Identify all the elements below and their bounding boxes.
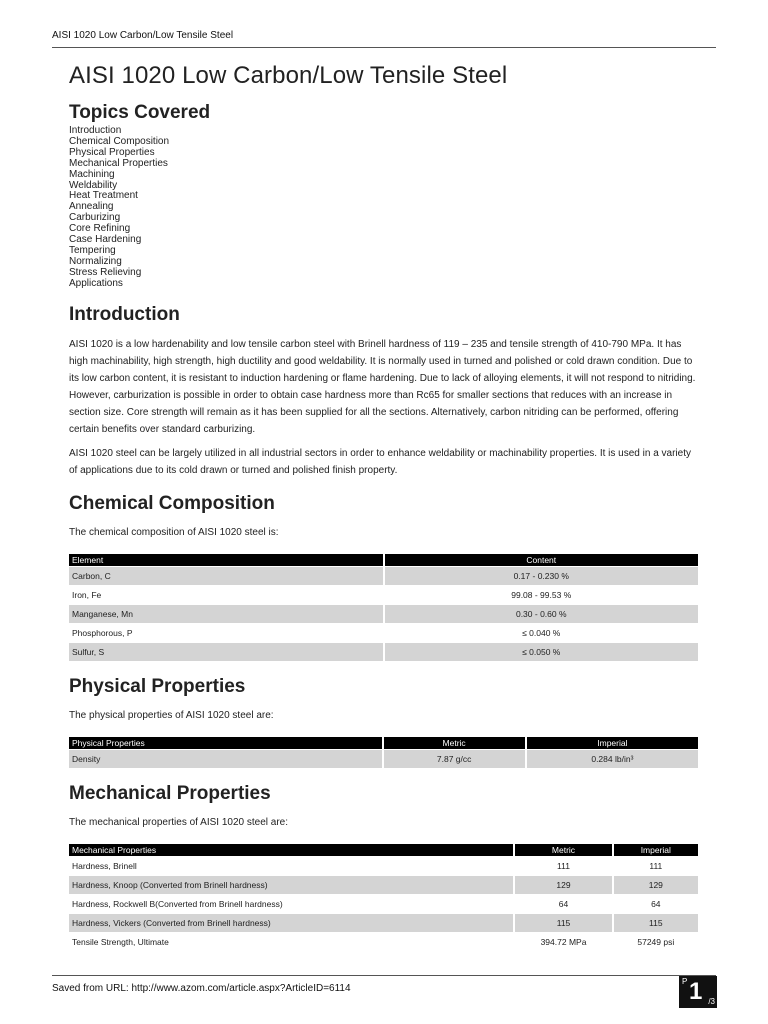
mechanical-properties-table: [67, 843, 700, 952]
topic-item[interactable]: Weldability: [69, 179, 118, 191]
table-cell: ≤ 0.050 %: [385, 643, 699, 661]
introduction-paragraph: AISI 1020 steel can be largely utilized in all industrial sectors in order to enhance weldability or machinability properties. It is used in a variety of applications due to its cold drawn or turned and polished finish property.: [69, 447, 691, 476]
topic-item[interactable]: Case Hardening: [69, 234, 142, 246]
introduction-heading: Introduction: [69, 303, 180, 325]
physical-properties-section: [69, 676, 698, 769]
topic-item[interactable]: Applications: [69, 277, 123, 289]
topics-heading: Topics Covered: [69, 102, 211, 123]
chemical-composition-lead: The chemical composition of AISI 1020 steel is:: [69, 526, 279, 538]
mechanical-properties-heading: Mechanical Properties: [69, 782, 271, 804]
topic-item[interactable]: Annealing: [69, 201, 114, 213]
topic-item[interactable]: Core Refining: [69, 223, 131, 235]
chemical-composition-heading: Chemical Composition: [69, 492, 275, 514]
physical-properties-table: [67, 736, 700, 769]
table-cell: Iron, Fe: [72, 589, 102, 600]
column-header: Imperial: [614, 844, 698, 856]
topic-item[interactable]: Introduction: [69, 125, 122, 136]
topic-item[interactable]: Machining: [69, 168, 115, 180]
table-cell: 115: [515, 914, 611, 932]
header-divider: [52, 47, 716, 48]
table-cell: Phosphorous, P: [72, 627, 133, 638]
column-header: Metric: [515, 844, 611, 856]
footer-divider: [52, 975, 716, 976]
introduction-paragraph: AISI 1020 is a low hardenability and low tensile carbon steel with Brinell hardness of 119 – 235 and tensile strength of 410-790 MPa. It has high machinability, high strength, high ductility and good weldability. It is normally used in turned and polished or cold drawn condition. Due to its low carbon content, it is resistant to induction hardening or flame hardening. Due to lack of alloying elements, it will not respond to nitriding. However, carburization is possible in order to obtain case hardness more than Rc65 for smaller sections that reduces with an increase in section size. Core strength will remain as it has been supplied for all the sections. Alternatively, carbon nitriding can be performed, offering certain benefits over standard carburizing.: [69, 338, 696, 435]
page-prefix: P: [682, 977, 688, 986]
table-row: [69, 895, 698, 913]
column-header: Content: [385, 554, 699, 566]
column-header: Mechanical Properties: [69, 844, 513, 856]
topic-item[interactable]: Chemical Composition: [69, 135, 170, 147]
table-cell: 111: [649, 860, 663, 871]
table-cell: Carbon, C: [69, 567, 383, 585]
topic-item[interactable]: Mechanical Properties: [69, 157, 168, 169]
topic-item[interactable]: Normalizing: [69, 255, 122, 267]
column-header: Metric: [384, 737, 525, 749]
table-row: [69, 933, 698, 951]
table-cell: 64: [651, 898, 661, 909]
table-cell: Sulfur, S: [69, 643, 383, 661]
chemical-composition-section: [69, 493, 698, 662]
document-title: AISI 1020 Low Carbon/Low Tensile Steel: [69, 62, 508, 89]
table-row: [69, 643, 698, 661]
table-cell: 0.284 lb/in³: [527, 750, 698, 768]
topic-item[interactable]: Heat Treatment: [69, 190, 138, 202]
table-cell: 394.72 MPa: [540, 936, 587, 947]
table-cell: 7.87 g/cc: [384, 750, 525, 768]
table-cell: 115: [614, 914, 698, 932]
mechanical-properties-lead: The mechanical properties of AISI 1020 steel are:: [69, 816, 289, 828]
table-cell: 0.30 - 0.60 %: [385, 605, 699, 623]
column-header: Element: [69, 554, 383, 566]
table-row: [69, 914, 698, 932]
table-row: [69, 586, 698, 604]
topic-item[interactable]: Tempering: [69, 244, 116, 256]
table-cell: Hardness, Rockwell B(Converted from Brinell hardness): [72, 898, 283, 909]
table-row: [69, 624, 698, 642]
table-cell: Hardness, Knoop (Converted from Brinell hardness): [69, 876, 513, 894]
chemical-composition-table: [67, 553, 700, 662]
table-cell: 129: [515, 876, 611, 894]
document-body: [69, 62, 698, 952]
mechanical-properties-section: [69, 783, 698, 952]
saved-from-url: Saved from URL: http://www.azom.com/article.aspx?ArticleID=6114: [52, 983, 351, 994]
table-cell: 57249 psi: [637, 936, 675, 947]
table-cell: 0.17 - 0.230 %: [385, 567, 699, 585]
table-header-row: [69, 737, 698, 749]
table-row: [69, 750, 698, 768]
page-number-badge: [679, 976, 717, 1008]
table-cell: 64: [558, 898, 569, 909]
table-header-row: [69, 554, 698, 566]
table-cell: Density: [69, 750, 382, 768]
table-cell: 129: [614, 876, 698, 894]
table-header-row: [69, 844, 698, 856]
topic-item[interactable]: Physical Properties: [69, 146, 155, 158]
running-header-title: AISI 1020 Low Carbon/Low Tensile Steel: [52, 30, 234, 41]
table-row: [69, 857, 698, 875]
topic-item[interactable]: Carburizing: [69, 212, 121, 224]
table-cell: 99.08 - 99.53 %: [511, 589, 572, 600]
table-cell: Hardness, Vickers (Converted from Brinell hardness): [69, 914, 513, 932]
introduction-section: [69, 304, 698, 479]
table-row: [69, 876, 698, 894]
topics-list: [69, 126, 698, 290]
table-cell: Tensile Strength, Ultimate: [72, 936, 169, 947]
table-row: [69, 567, 698, 585]
table-cell: ≤ 0.040 %: [522, 627, 561, 638]
column-header: Physical Properties: [69, 737, 382, 749]
page-number: 1: [689, 978, 703, 1005]
table-row: [69, 605, 698, 623]
table-cell: 111: [557, 860, 570, 871]
column-header: Imperial: [527, 737, 698, 749]
table-cell: Hardness, Brinell: [72, 860, 137, 871]
physical-properties-heading: Physical Properties: [69, 675, 246, 697]
physical-properties-lead: The physical properties of AISI 1020 steel are:: [69, 709, 274, 721]
page-total: /3: [708, 997, 715, 1006]
topics-section: [69, 102, 698, 290]
topic-item[interactable]: Stress Relieving: [69, 266, 142, 278]
table-cell: Manganese, Mn: [69, 605, 383, 623]
